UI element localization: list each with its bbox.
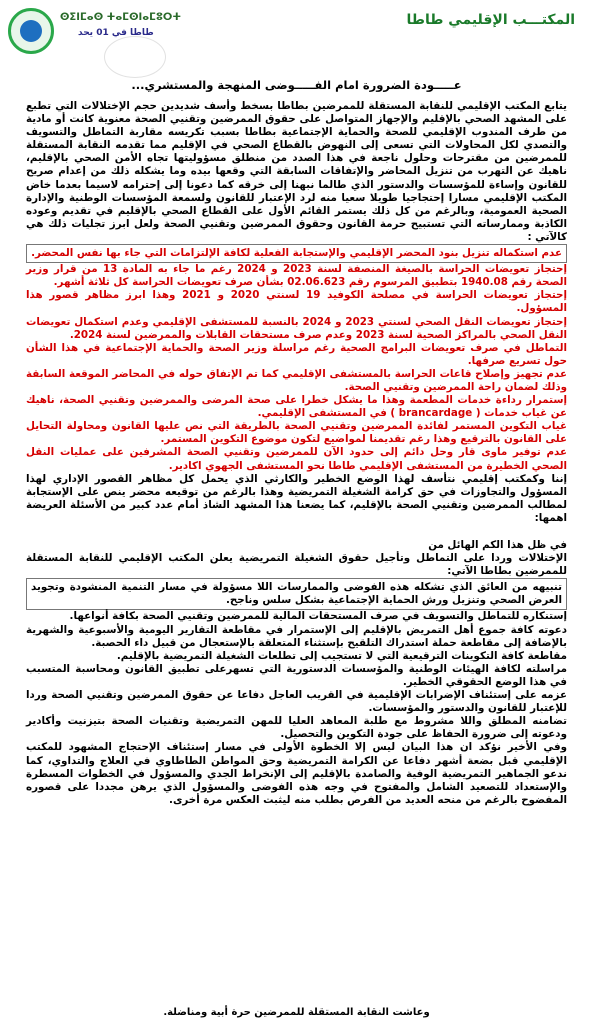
violation-item: إحتجاز تعويضات الحراسة بالصيغة المنصفة لسنة 2023 و 2024 رغم ما جاء به المادة 13 من قرار وزير الصحة رقم 1940.08 بتطبيق المرسوم رقم 02.06.623 بشأن صرف تعويضات الحراسة كل ثلاثة أشهر.: [26, 263, 567, 289]
statement-body: [26, 100, 567, 807]
declaration-item: مراسلته لكافة الهيئات الوطنية والمؤسسات الدستورية التي تسهرعلى تطبيق القانون ومحاسبة المتسبب في هذا الوضع الحقوقي الخطير.: [26, 662, 567, 688]
logo-text: ⵙⵉⵏⵎⴰⵙ ⵜⴰⵎⵙⵏⴰⵎⵓⵔⵜ: [60, 12, 182, 23]
violation-item: غياب التكوين المستمر لفائدة الممرضين وتقنيي الصحة بالطريقة التي نص عليها القانون ومحاولة التحايل على القانون بالترقيع وهذا رغم تقديمنا لمواضيع لتكون موضوع التكوين المستمر.: [26, 420, 567, 446]
declaration-item: مقاطعة كافة التكوينات الترقيعية التي لا تستجيب إلى تطلعات الشغيلة التمريضية بالإقليم.: [116, 649, 567, 662]
violation-item: إحتجاز تعويضات الحراسة في مصلحة الكوفيد 19 لسنتي 2020 و 2021 وهذا ابرز مظاهر قصور هذا المسؤول.: [26, 289, 567, 315]
declaration-item: تنبيهه من العائق الذي تشكله هذه الفوضى والممارسات اللا مسؤولة في مسار التنمية المنشودة وتجويد العرض الصحي وتنزيل ورش الحماية الإجتماعية بشكل سلس وناجح.: [26, 578, 567, 610]
office-title: المكتـــب الإقليمي طاطا: [406, 12, 575, 28]
violation-item: إحتجاز تعويضات النقل الصحي لسنتي 2023 و 2024 بالنسبة للمستشفى الإقليمي وعدم استكمال تعويضات النقل الصحي بالمراكز الصحية لسنة 2023 وعدم صرف مستحقات القابلات والممرضين لسنة 2024.: [26, 315, 568, 341]
date-line: طاطا في 01 يحد: [78, 28, 154, 38]
violation-item: عدم توفير ماوى قار وحل دائم إلى حدود الآن للممرضين وتقنيي الصحة المشرفين على عمليات النقل الصحي الخطيرة من المستشفى الإقليمي طاطا نحو المستشفى الجهوي اكادير.: [26, 446, 567, 472]
logo: [8, 6, 198, 72]
letterhead: [8, 6, 585, 76]
violation-item: عدم تجهيز وإصلاح قاعات الحراسة بالمستشفى الإقليمي كما تم الإتفاق حوله في المحاضر الموقعة السابقة وذلك لضمان راحة الممرضين وتقنيي الصحة.: [26, 367, 567, 393]
declaration-item: دعوته كافة جموع أهل التمريض بالإقليم إلى الإستمرار في مقاطعة التقارير اليومية والأسبوعية والشهرية بالإضافة إلى مقاطعة حملة استدراك التلقيح بإستثناء المتعلقة بالإستعجال من قبيل داء الحصبة.: [26, 623, 567, 649]
intro-paragraph: يتابع المكتب الإقليمي للنقابة المستقلة للممرضين بطاطا بسخط وأسف شديدين حجم الإختلالات التي تطبع على المشهد الصحي بالإقليم والإجهاز المتواصل على حقوق الممرضين وتقنيي الصحة معنوية كانت أو مادية من طرف المندوب الإقليمي للصحة والحماية الإجتماعية بطاطا بسبب تكريسه مقاربة التماطل والتسويف والتصدي لكل المحاولات التي تسعى إلى النهوض بالقطاع الصحي في الإقليم مما تقدمه النقابة المستقلة للممرضين من مقترحات وحلول ناجعة في هذا الصدد من منطلق مسؤوليتها تجاه الأمن الصحي بالإقليم، ناهيك عن التهرب من تنزيل المحاضر والإتفاقات السابقة التي وقعها بيده وما يشكله ذلك من إعدام صريح للقانون وإساءة للمؤسسات والدستور الذي طالما نبهنا إلى خرقه كما دعونا إلى إحترامه لاسيما بعدما خاض المكتب الإقليمي مسارا إحتجاجيا طويلا سعيا منه لرد الإعتبار للقانون ولسمعة المؤسسات الوطنية والإدارة الصحية العمومية، وبالرغم من كل ذلك يستمر القائم الأول على القطاع الصحي بالإقليم في تقديم وعوده الكاذبة وممارساته التي تستبيح حرمة القانون وحقوق الممرضين وتقنيي الصحة ولعل ابرز تجليات ذلك هي كالآتي :: [26, 100, 567, 243]
violation-item: التماطل في صرف تعويضات البرامج الصحية رغم مراسلة وزير الصحة والحماية الإجتماعية في هذا الشأن حول تسريع صرفها.: [26, 341, 567, 367]
violation-item: عدم استكماله تنزيل بنود المحضر الإقليمي والإستجابة الفعلية لكافة الإلتزامات التي جاء بها نفس المحضر.: [26, 244, 567, 263]
subject-line: عـــــودة الضرورة امام الفـــــوضى المنهجة والمستشري...: [131, 78, 462, 92]
logo-emblem-icon: [8, 8, 54, 54]
declaration-intro: في ظل هذا الكم الهائل من: [428, 539, 567, 551]
stamp-icon: [104, 36, 166, 78]
closing-slogan: وعاشت النقابة المستقلة للممرضين حرة أبية ومناضلة.: [163, 1007, 430, 1018]
violation-item: إستمرار رداءة خدمات المطعمة وهذا ما يشكل خطرا على صحة المرضى والممرضين وتقنيي الصحة، ناهيك عن غياب خدمات ( brancardage ) في المستشفى الإقليمي.: [26, 394, 567, 420]
declaration-paragraph: الإختلالات وردا على التماطل وتأجيل حقوق الشغيلة التمريضية يعلن المكتب الإقليمي للنقابة المستقلة للممرضين بطاطا الآتي:: [26, 552, 567, 578]
concern-paragraph: إننا وكمكتب إقليمي نتأسف لهذا الوضع الخطير والكارثي الذي يحمل كل مظاهر القصور الإداري لهذا المسؤول والتجاوزات في حق كرامة الشغيلة التمريضية وهذا بالرغم من توقيعه محضر ينص على الإستجابة لمطالب الممرضين وتقنيي الصحة بالإقليم، كما يضعنا هذا المشهد الشاذ أمام عدد كبير من الأسئلة العريضة اهمها:: [26, 472, 567, 524]
violations-list: [26, 244, 567, 473]
declarations-list: [26, 578, 567, 741]
declaration-item: إستنكاره للتماطل والتسويف في صرف المستحقات المالية للممرضين وتقنيي الصحة بكافة أنواعها.: [69, 610, 567, 623]
declaration-item: تضامنه المطلق واللا مشروط مع طلبة المعاهد العليا للمهن التمريضية وتقنيات الصحة بتيزنيت وأكادير ودعوته إلى ضرورة الحفاظ على جودة التكوين والتحصيل.: [26, 715, 567, 741]
declaration-item: عزمه على إستئناف الإضرابات الإقليمية في القريب العاجل دفاعا عن حقوق الممرضين وتقنيي الصحة وردا للإعتبار للقانون والدستور والمؤسسات.: [26, 689, 567, 715]
closing-paragraph: وفي الأخير نؤكد ان هذا البيان ليس إلا الخطوة الأولى في مسار إستئناف الإحتجاج المشهود للمكتب الإقليمي قبل بضعة أشهر دفاعا عن الكرامة التمريضية وحق المواطن الطاطاوي في العلاج والتداوي، كما ندعو الجماهير التمريضية الوفية والصامدة بالإقليم إلى الإنخراط الجدي والمسؤول في الخطوات المسطرة والإستعداد للتصعيد الشامل والمفتوح في وجه هذه الفوضى والمسؤول الذي يرهن مجددا على قصوره المفضوح بالرغم من منحه العديد من الفرص بطلب منه ليثبت العكس مرة أخرى.: [26, 741, 567, 806]
